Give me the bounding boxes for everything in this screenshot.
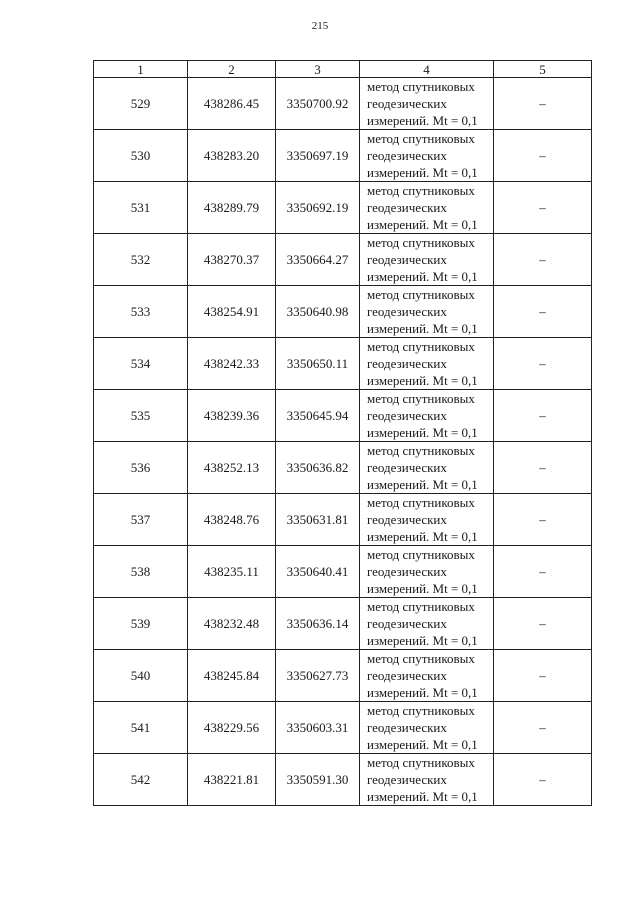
- table-row: [94, 130, 592, 182]
- note-cell: –: [494, 702, 592, 754]
- note-cell: –: [494, 390, 592, 442]
- method-line: геодезических: [367, 200, 447, 215]
- method-line: геодезических: [367, 96, 447, 111]
- y-coordinate-cell: 3350697.19: [276, 130, 360, 182]
- method-line: метод спутниковых: [367, 183, 475, 198]
- method-cell: [360, 390, 494, 442]
- method-line: измерений. Mt = 0,1: [367, 217, 478, 232]
- x-coordinate-cell: 438286.45: [188, 78, 276, 130]
- method-line: геодезических: [367, 148, 447, 163]
- point-number-cell: 532: [94, 234, 188, 286]
- y-coordinate-cell: 3350627.73: [276, 650, 360, 702]
- method-cell: [360, 494, 494, 546]
- point-number-cell: 539: [94, 598, 188, 650]
- coordinates-table: [93, 60, 592, 806]
- method-line: метод спутниковых: [367, 755, 475, 770]
- method-line: измерений. Mt = 0,1: [367, 373, 478, 388]
- table-row: [94, 546, 592, 598]
- y-coordinate-cell: 3350645.94: [276, 390, 360, 442]
- y-coordinate-cell: 3350640.98: [276, 286, 360, 338]
- note-cell: –: [494, 754, 592, 806]
- note-cell: –: [494, 598, 592, 650]
- method-line: метод спутниковых: [367, 703, 475, 718]
- method-cell: [360, 546, 494, 598]
- method-cell: [360, 130, 494, 182]
- method-line: измерений. Mt = 0,1: [367, 321, 478, 336]
- point-number-cell: 538: [94, 546, 188, 598]
- method-line: геодезических: [367, 408, 447, 423]
- method-line: геодезических: [367, 252, 447, 267]
- x-coordinate-cell: 438254.91: [188, 286, 276, 338]
- y-coordinate-cell: 3350591.30: [276, 754, 360, 806]
- note-cell: –: [494, 286, 592, 338]
- x-coordinate-cell: 438221.81: [188, 754, 276, 806]
- y-coordinate-cell: 3350640.41: [276, 546, 360, 598]
- method-cell: [360, 650, 494, 702]
- point-number-cell: 530: [94, 130, 188, 182]
- method-line: геодезических: [367, 460, 447, 475]
- method-line: геодезических: [367, 356, 447, 371]
- note-cell: –: [494, 546, 592, 598]
- x-coordinate-cell: 438283.20: [188, 130, 276, 182]
- table-row: [94, 286, 592, 338]
- x-coordinate-cell: 438289.79: [188, 182, 276, 234]
- method-cell: [360, 442, 494, 494]
- note-cell: –: [494, 494, 592, 546]
- page-number: 215: [311, 20, 329, 32]
- x-coordinate-cell: 438242.33: [188, 338, 276, 390]
- method-line: геодезических: [367, 772, 447, 787]
- method-line: измерений. Mt = 0,1: [367, 113, 478, 128]
- method-line: измерений. Mt = 0,1: [367, 685, 478, 700]
- method-line: геодезических: [367, 668, 447, 683]
- method-line: метод спутниковых: [367, 391, 475, 406]
- y-coordinate-cell: 3350636.82: [276, 442, 360, 494]
- y-coordinate-cell: 3350631.81: [276, 494, 360, 546]
- point-number-cell: 533: [94, 286, 188, 338]
- method-line: измерений. Mt = 0,1: [367, 633, 478, 648]
- method-line: метод спутниковых: [367, 651, 475, 666]
- y-coordinate-cell: 3350700.92: [276, 78, 360, 130]
- method-line: метод спутниковых: [367, 79, 475, 94]
- table-row: [94, 442, 592, 494]
- table-row: [94, 182, 592, 234]
- table-row: [94, 338, 592, 390]
- method-line: измерений. Mt = 0,1: [367, 165, 478, 180]
- method-line: геодезических: [367, 720, 447, 735]
- point-number-cell: 536: [94, 442, 188, 494]
- table-row: [94, 234, 592, 286]
- note-cell: –: [494, 130, 592, 182]
- note-cell: –: [494, 650, 592, 702]
- method-line: метод спутниковых: [367, 599, 475, 614]
- method-line: измерений. Mt = 0,1: [367, 269, 478, 284]
- x-coordinate-cell: 438248.76: [188, 494, 276, 546]
- x-coordinate-cell: 438270.37: [188, 234, 276, 286]
- method-line: измерений. Mt = 0,1: [367, 737, 478, 752]
- y-coordinate-cell: 3350636.14: [276, 598, 360, 650]
- table-row: [94, 390, 592, 442]
- method-line: метод спутниковых: [367, 443, 475, 458]
- point-number-cell: 537: [94, 494, 188, 546]
- method-line: метод спутниковых: [367, 547, 475, 562]
- method-line: метод спутниковых: [367, 339, 475, 354]
- method-cell: [360, 338, 494, 390]
- column-header-5: 5: [494, 61, 592, 78]
- point-number-cell: 534: [94, 338, 188, 390]
- method-line: метод спутниковых: [367, 235, 475, 250]
- y-coordinate-cell: 3350603.31: [276, 702, 360, 754]
- method-cell: [360, 598, 494, 650]
- note-cell: –: [494, 338, 592, 390]
- y-coordinate-cell: 3350664.27: [276, 234, 360, 286]
- point-number-cell: 529: [94, 78, 188, 130]
- column-header-1: 1: [94, 61, 188, 78]
- method-cell: [360, 286, 494, 338]
- table-row: [94, 494, 592, 546]
- method-line: геодезических: [367, 564, 447, 579]
- point-number-cell: 542: [94, 754, 188, 806]
- table-row: [94, 78, 592, 130]
- x-coordinate-cell: 438239.36: [188, 390, 276, 442]
- point-number-cell: 540: [94, 650, 188, 702]
- table-row: [94, 754, 592, 806]
- x-coordinate-cell: 438229.56: [188, 702, 276, 754]
- x-coordinate-cell: 438252.13: [188, 442, 276, 494]
- column-header-3: 3: [276, 61, 360, 78]
- column-header-4: 4: [360, 61, 494, 78]
- point-number-cell: 541: [94, 702, 188, 754]
- table-row: [94, 702, 592, 754]
- method-line: метод спутниковых: [367, 287, 475, 302]
- note-cell: –: [494, 442, 592, 494]
- x-coordinate-cell: 438235.11: [188, 546, 276, 598]
- method-line: геодезических: [367, 616, 447, 631]
- point-number-cell: 535: [94, 390, 188, 442]
- x-coordinate-cell: 438245.84: [188, 650, 276, 702]
- method-line: измерений. Mt = 0,1: [367, 477, 478, 492]
- x-coordinate-cell: 438232.48: [188, 598, 276, 650]
- point-number-cell: 531: [94, 182, 188, 234]
- method-cell: [360, 234, 494, 286]
- table-row: [94, 598, 592, 650]
- column-header-2: 2: [188, 61, 276, 78]
- method-cell: [360, 182, 494, 234]
- y-coordinate-cell: 3350650.11: [276, 338, 360, 390]
- method-line: метод спутниковых: [367, 131, 475, 146]
- method-cell: [360, 78, 494, 130]
- method-cell: [360, 702, 494, 754]
- method-cell: [360, 754, 494, 806]
- note-cell: –: [494, 78, 592, 130]
- note-cell: –: [494, 182, 592, 234]
- method-line: измерений. Mt = 0,1: [367, 529, 478, 544]
- method-line: метод спутниковых: [367, 495, 475, 510]
- method-line: измерений. Mt = 0,1: [367, 425, 478, 440]
- note-cell: –: [494, 234, 592, 286]
- method-line: измерений. Mt = 0,1: [367, 581, 478, 596]
- method-line: измерений. Mt = 0,1: [367, 789, 478, 804]
- y-coordinate-cell: 3350692.19: [276, 182, 360, 234]
- table-header-row: [94, 61, 592, 78]
- method-line: геодезических: [367, 304, 447, 319]
- method-line: геодезических: [367, 512, 447, 527]
- table-row: [94, 650, 592, 702]
